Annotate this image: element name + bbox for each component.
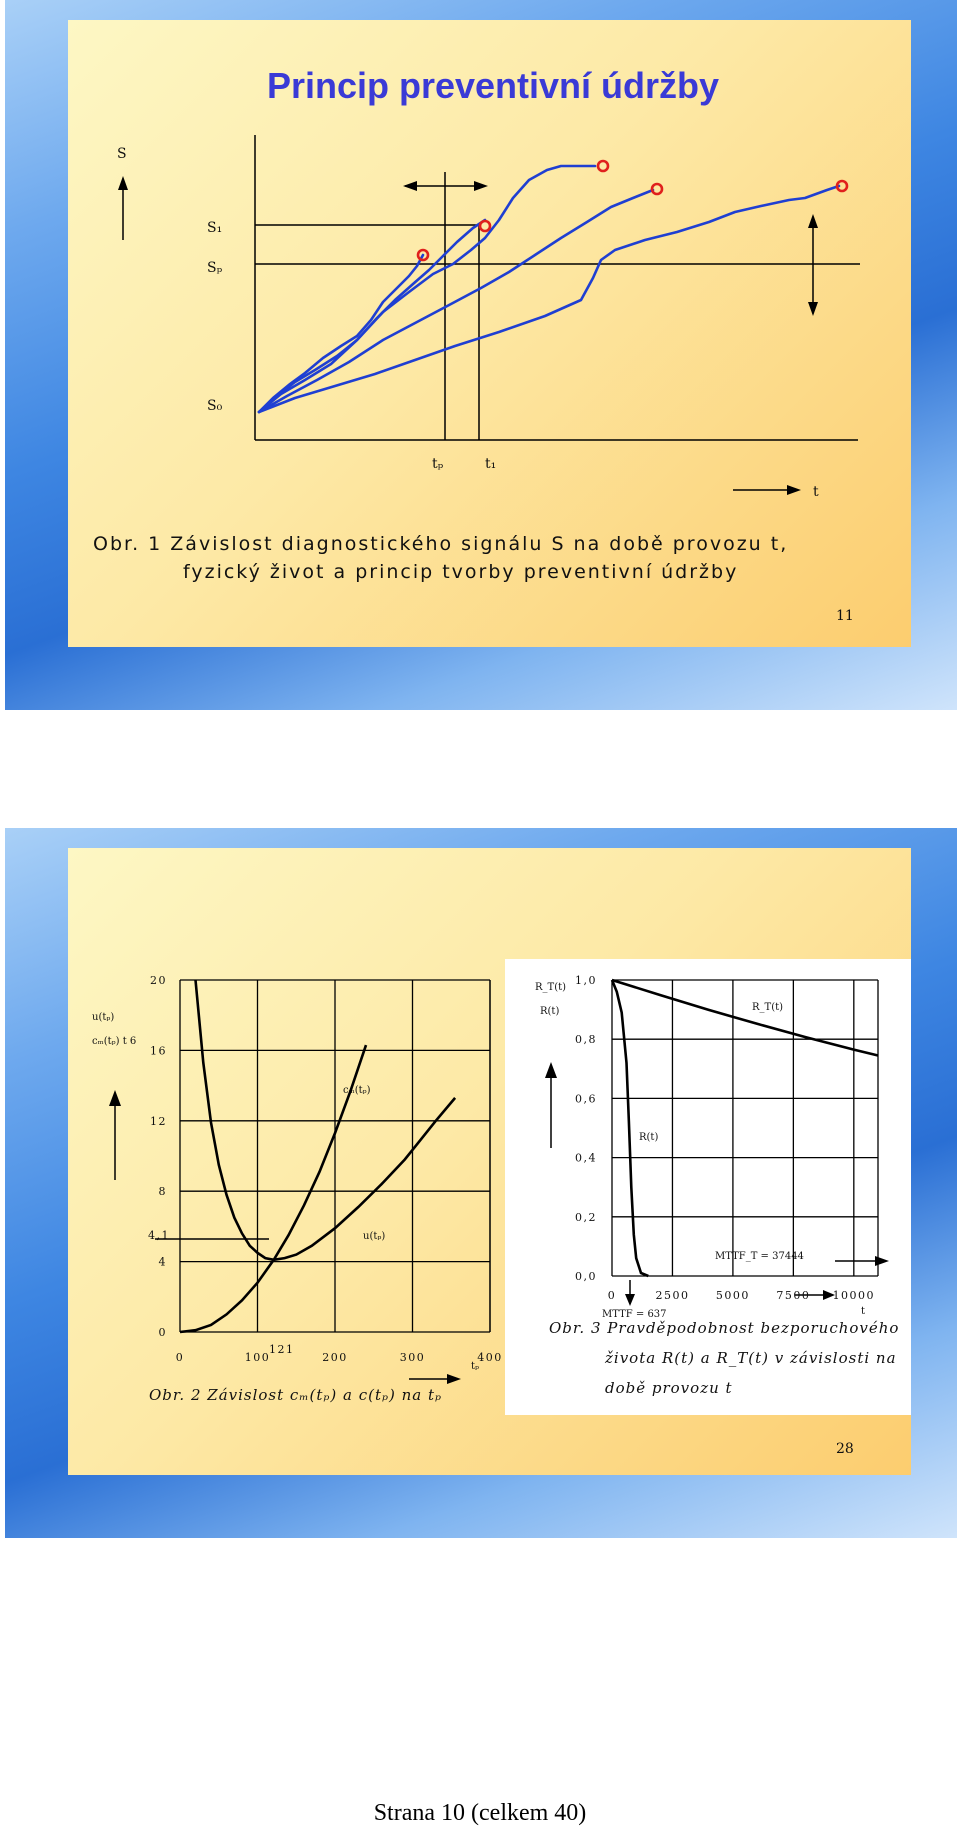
curve-end-marker bbox=[598, 161, 608, 171]
mttf-t-annotation: MTTF_T = 37444 bbox=[715, 1251, 804, 1262]
x-tick-label: 300 bbox=[399, 1351, 426, 1364]
y-tick-label: 0,6 bbox=[575, 1092, 597, 1106]
figure-3-caption-line-1: Obr. 3 Pravděpodobnost bezporuchového bbox=[549, 1319, 900, 1337]
figure-1-caption-line-2: fyzický život a princip tvorby preventivní údržby bbox=[183, 561, 739, 583]
chart-left bbox=[92, 974, 503, 1404]
x-tick-label: 7500 bbox=[776, 1289, 811, 1302]
series-line-1 bbox=[180, 1045, 366, 1332]
signal-curve-4 bbox=[259, 190, 653, 412]
margin-arrow-top-head bbox=[808, 214, 818, 228]
figure-1-caption-line-1: Obr. 1 Závislost diagnostického signálu S na době provozu t, bbox=[93, 533, 789, 555]
signal-curve-1 bbox=[259, 255, 423, 412]
s-axis-label: S bbox=[117, 146, 127, 162]
sp-label: Sₚ bbox=[207, 260, 223, 276]
series-label: R(t) bbox=[639, 1132, 659, 1143]
chart-left-xarrow-head bbox=[447, 1374, 461, 1384]
page-footer: Strana 10 (celkem 40) bbox=[373, 1800, 587, 1826]
series-label: u(tₚ) bbox=[363, 1231, 386, 1242]
chart-left-opt-value-label: 4,1 bbox=[148, 1229, 170, 1242]
x-tick-label: 0 bbox=[175, 1351, 185, 1364]
margin-arrow-bottom-head bbox=[808, 302, 818, 316]
figure-3-caption-line-2: života R(t) a R_T(t) v závislosti na bbox=[605, 1349, 897, 1367]
chart-left-opt-time-label: 121 bbox=[269, 1343, 295, 1356]
chart-left-yarrow-head bbox=[109, 1090, 121, 1106]
slide-1 bbox=[5, 0, 957, 710]
y-tick-label: 12 bbox=[150, 1114, 167, 1128]
y-tick-label: 20 bbox=[150, 974, 167, 987]
s-arrow-head bbox=[118, 176, 128, 190]
chart-left-xlabel: tₚ bbox=[471, 1361, 480, 1372]
chart-left-ylabel-cm: cₘ(tₚ) t 6 bbox=[92, 1036, 137, 1047]
y-tick-label: 4 bbox=[158, 1255, 167, 1269]
s1-label: S₁ bbox=[207, 220, 223, 236]
series-label: cₘ(tₚ) bbox=[343, 1085, 371, 1096]
s0-label: S₀ bbox=[207, 398, 223, 414]
chart-right-ylabel-r: R(t) bbox=[540, 1006, 560, 1017]
y-tick-label: 16 bbox=[150, 1044, 167, 1058]
chart-right-panel bbox=[505, 959, 911, 1415]
figure-3-caption-line-3: době provozu t bbox=[605, 1379, 733, 1397]
tp-label: tₚ bbox=[432, 456, 444, 472]
x-tick-label: 100 bbox=[244, 1351, 271, 1364]
curve-end-marker bbox=[480, 221, 490, 231]
y-tick-label: 8 bbox=[158, 1185, 167, 1199]
chart-right-xlabel: t bbox=[861, 1306, 866, 1317]
chart-left-ylabel-u: u(tₚ) bbox=[92, 1012, 115, 1023]
y-tick-label: 0,0 bbox=[575, 1270, 597, 1283]
chart-right-ylabel-rt: R_T(t) bbox=[535, 982, 567, 993]
t1-label: t₁ bbox=[485, 456, 497, 472]
y-tick-label: 0 bbox=[158, 1326, 167, 1339]
t-axis-label: t bbox=[813, 484, 819, 500]
x-tick-label: 400 bbox=[477, 1351, 503, 1364]
slide-2-figure bbox=[5, 828, 957, 1538]
signal-curve-5 bbox=[259, 186, 839, 412]
y-tick-label: 0,8 bbox=[575, 1033, 597, 1047]
series-line-0 bbox=[196, 980, 456, 1260]
y-tick-label: 1,0 bbox=[575, 974, 597, 987]
slide-1-title: Princip preventivní údržby bbox=[266, 65, 720, 106]
slide-2 bbox=[5, 828, 957, 1538]
x-tick-label: 200 bbox=[322, 1351, 348, 1364]
slide-1-page-number: 11 bbox=[836, 608, 854, 624]
interval-arrow-left-head bbox=[403, 181, 417, 191]
signal-curve-2 bbox=[259, 220, 485, 412]
series-label: R_T(t) bbox=[752, 1002, 784, 1013]
signal-curve-3 bbox=[259, 166, 595, 412]
y-tick-label: 0,2 bbox=[575, 1210, 597, 1224]
figure-2-caption: Obr. 2 Závislost cₘ(tₚ) a c(tₚ) na tₚ bbox=[149, 1386, 443, 1404]
slide-2-page-number: 28 bbox=[836, 1441, 854, 1457]
x-tick-label: 5000 bbox=[715, 1289, 750, 1302]
y-tick-label: 0,4 bbox=[575, 1151, 597, 1165]
slide-1-figure bbox=[5, 0, 957, 710]
mttf-annotation: MTTF = 637 bbox=[602, 1309, 667, 1320]
interval-arrow-right-head bbox=[474, 181, 488, 191]
x-tick-label: 0 bbox=[607, 1289, 617, 1302]
x-tick-label: 2500 bbox=[655, 1289, 690, 1302]
t-arrow-head bbox=[787, 485, 801, 495]
x-tick-label: 10000 bbox=[832, 1289, 876, 1302]
